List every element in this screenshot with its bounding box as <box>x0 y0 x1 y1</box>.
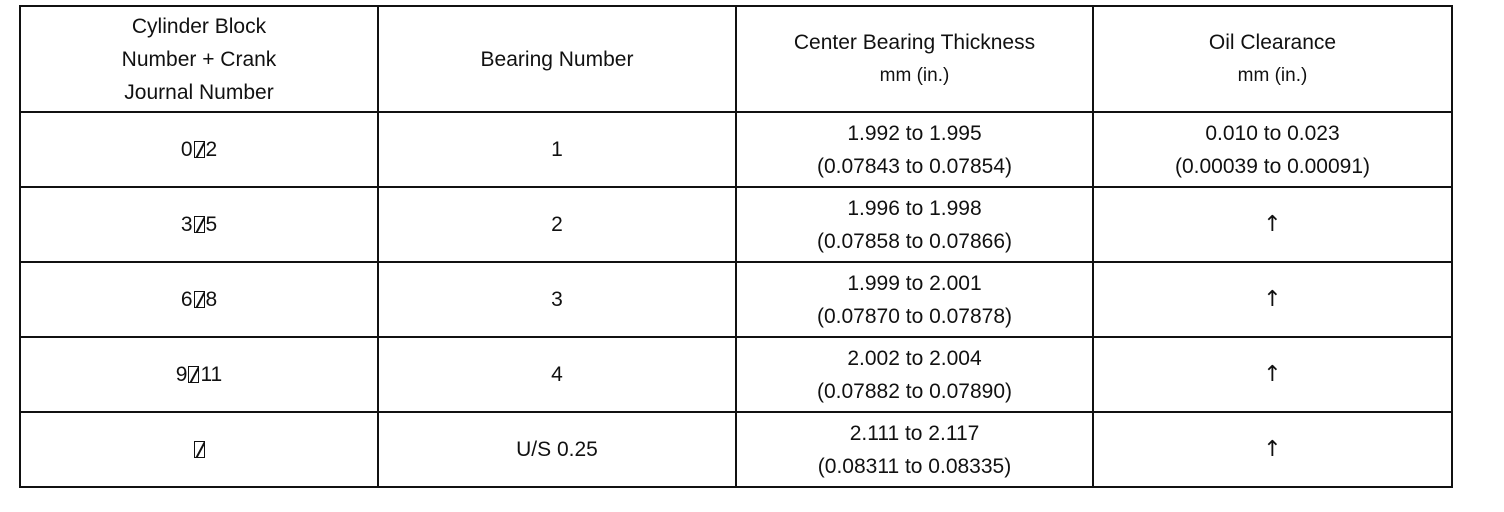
thickness-mm: 1.999 to 2.001 <box>847 271 982 295</box>
cell-oil-clearance <box>1093 412 1452 487</box>
combo-start: 9 <box>175 363 188 386</box>
bearing-number: 3 <box>551 288 563 311</box>
header-col1-line1: Cylinder Block <box>131 14 267 38</box>
same-as-above-arrow-icon: ↑ <box>1263 287 1282 312</box>
cell-thickness <box>736 412 1093 487</box>
thickness-in: (0.07843 to 0.07854) <box>817 154 1012 178</box>
same-as-above-arrow-icon: ↑ <box>1263 437 1282 462</box>
cell-bearing-number <box>378 412 736 487</box>
table-row <box>20 262 1452 337</box>
header-col1-line2: Number + Crank <box>121 47 277 71</box>
cell-thickness <box>736 262 1093 337</box>
table-row <box>20 187 1452 262</box>
same-as-above-arrow-icon: ↑ <box>1263 212 1282 237</box>
cell-oil-clearance <box>1093 262 1452 337</box>
header-col1-line3: Journal Number <box>124 80 274 104</box>
combo-start: 3 <box>180 213 193 236</box>
combo-start: 0 <box>180 138 193 161</box>
bearing-selection-table <box>19 5 1453 488</box>
bearing-number: U/S 0.25 <box>516 438 598 461</box>
thickness-in: (0.07870 to 0.07878) <box>817 304 1012 328</box>
thickness-in: (0.07858 to 0.07866) <box>817 229 1012 253</box>
combo-end: 5 <box>205 213 218 236</box>
missing-glyph-icon <box>188 366 199 383</box>
bearing-number: 4 <box>551 363 563 386</box>
same-as-above-arrow-icon: ↑ <box>1263 362 1282 387</box>
header-bearing-number <box>378 6 736 112</box>
cell-thickness <box>736 112 1093 187</box>
missing-glyph-icon <box>194 441 205 458</box>
missing-glyph-icon <box>194 141 205 158</box>
combo-end: 11 <box>200 363 223 386</box>
cell-journal-combo <box>20 112 378 187</box>
table-body <box>20 112 1452 487</box>
table-header <box>20 6 1452 112</box>
missing-glyph-icon <box>194 291 205 308</box>
header-center-bearing-thickness <box>736 6 1093 112</box>
cell-journal-combo <box>20 187 378 262</box>
thickness-mm: 1.992 to 1.995 <box>847 121 982 145</box>
cell-thickness <box>736 337 1093 412</box>
cell-bearing-number <box>378 187 736 262</box>
thickness-mm: 1.996 to 1.998 <box>847 196 982 220</box>
header-col3-title: Center Bearing Thickness <box>793 31 1036 54</box>
cell-journal-combo <box>20 337 378 412</box>
table-row <box>20 412 1452 487</box>
combo-end: 2 <box>205 138 218 161</box>
bearing-number: 2 <box>551 213 563 236</box>
cell-thickness <box>736 187 1093 262</box>
header-row <box>20 6 1452 112</box>
missing-glyph-icon <box>194 216 205 233</box>
cell-bearing-number <box>378 262 736 337</box>
thickness-mm: 2.002 to 2.004 <box>847 346 982 370</box>
table-row <box>20 337 1452 412</box>
thickness-in: (0.07882 to 0.07890) <box>817 379 1012 403</box>
thickness-mm: 2.111 to 2.117 <box>849 421 980 445</box>
cell-bearing-number <box>378 112 736 187</box>
cell-oil-clearance <box>1093 337 1452 412</box>
thickness-in: (0.08311 to 0.08335) <box>817 454 1012 478</box>
clearance-in: (0.00039 to 0.00091) <box>1175 154 1370 178</box>
bearing-number: 1 <box>551 138 563 161</box>
clearance-mm: 0.010 to 0.023 <box>1205 121 1340 145</box>
cell-oil-clearance <box>1093 187 1452 262</box>
combo-end: 8 <box>205 288 218 311</box>
header-cylinder-block-journal-number <box>20 6 378 112</box>
header-col4-unit: mm (in.) <box>1237 65 1308 86</box>
combo-start: 6 <box>180 288 193 311</box>
header-col2-label: Bearing Number <box>480 47 634 71</box>
table-row <box>20 112 1452 187</box>
cell-journal-combo <box>20 262 378 337</box>
cell-journal-combo <box>20 412 378 487</box>
cell-oil-clearance <box>1093 112 1452 187</box>
cell-bearing-number <box>378 337 736 412</box>
header-col3-unit: mm (in.) <box>879 65 950 86</box>
header-col4-title: Oil Clearance <box>1208 31 1337 54</box>
header-oil-clearance <box>1093 6 1452 112</box>
